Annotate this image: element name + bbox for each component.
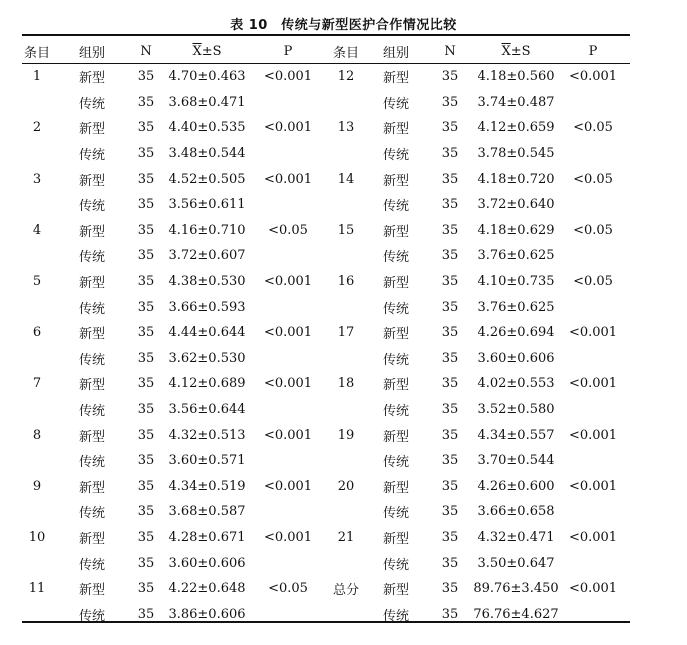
cell-left-p: <0.001 (263, 171, 313, 187)
cell-left-item (22, 192, 52, 218)
cell-right-mean: 4.32±0.471 (477, 529, 555, 545)
cell-right-group: 新型 (382, 327, 409, 343)
cell-left-group: 新型 (78, 71, 105, 87)
cell-right-group: 新型 (382, 276, 409, 292)
table-row (22, 269, 630, 295)
cell-right-item (328, 550, 364, 576)
cell-right-item (328, 397, 364, 423)
cell-right-item: 12 (337, 69, 355, 85)
cell-left-n: 35 (137, 197, 155, 213)
cell-left-n: 35 (137, 248, 155, 264)
cell-right-n: 35 (441, 606, 459, 622)
cell-left-item: 3 (32, 171, 42, 187)
cell-right-item: 21 (337, 529, 355, 545)
cell-left-p (258, 141, 318, 167)
cell-left-p: <0.05 (268, 222, 308, 238)
cell-left-p (258, 192, 318, 218)
cell-right-item: 18 (337, 376, 355, 392)
cell-right-p (562, 294, 624, 320)
cell-left-n: 35 (137, 94, 155, 110)
cell-left-n: 35 (137, 504, 155, 520)
cell-left-group: 新型 (78, 429, 105, 445)
cell-left-n: 35 (137, 529, 155, 545)
cell-right-n: 35 (441, 69, 459, 85)
cell-left-group: 新型 (78, 224, 105, 240)
cell-right-group: 传统 (382, 608, 409, 624)
cell-left-n: 35 (137, 453, 155, 469)
cell-left-p (258, 397, 318, 423)
cell-right-group: 新型 (382, 531, 409, 547)
table-row (22, 243, 630, 269)
header-mean-right: $\overline{X}$ ±S (501, 43, 531, 59)
cell-left-n: 35 (137, 606, 155, 622)
table-row (22, 448, 630, 474)
cell-right-n: 35 (441, 197, 459, 213)
bottom-rule (22, 621, 630, 623)
cell-right-item (328, 243, 364, 269)
cell-right-mean: 4.02±0.553 (477, 376, 555, 392)
cell-left-p (258, 90, 318, 116)
cell-left-group: 传统 (78, 199, 105, 215)
cell-right-group: 传统 (382, 455, 409, 471)
cell-right-mean: 4.26±0.694 (477, 325, 555, 341)
cell-right-group: 传统 (382, 557, 409, 573)
cell-left-mean: 4.28±0.671 (168, 529, 246, 545)
cell-left-mean: 3.62±0.530 (168, 350, 246, 366)
cell-left-p (258, 346, 318, 372)
cell-left-group: 新型 (78, 531, 105, 547)
cell-left-item (22, 499, 52, 525)
cell-right-mean: 89.76±3.450 (473, 581, 559, 597)
cell-left-group: 传统 (78, 608, 105, 624)
cell-left-mean: 3.56±0.644 (168, 402, 246, 418)
cell-right-n: 35 (441, 427, 459, 443)
cell-right-p (562, 346, 624, 372)
cell-right-n: 35 (441, 94, 459, 110)
cell-left-mean: 4.70±0.463 (168, 69, 246, 85)
cell-left-n: 35 (137, 171, 155, 187)
cell-right-p (562, 499, 624, 525)
cell-right-p (562, 90, 624, 116)
cell-right-n: 35 (441, 350, 459, 366)
cell-right-mean: 4.26±0.600 (477, 478, 555, 494)
header-item-right: 条目 (332, 45, 359, 61)
cell-right-n: 35 (441, 478, 459, 494)
header-p-right: P (588, 43, 598, 59)
header-group-right: 组别 (382, 45, 409, 61)
cell-left-n: 35 (137, 222, 155, 238)
cell-left-p: <0.001 (263, 529, 313, 545)
cell-left-n: 35 (137, 581, 155, 597)
cell-right-group: 新型 (382, 429, 409, 445)
cell-right-p: <0.05 (573, 171, 613, 187)
cell-left-item: 5 (32, 274, 42, 290)
cell-right-group: 传统 (382, 506, 409, 522)
cell-left-mean: 4.34±0.519 (168, 478, 246, 494)
cell-right-group: 传统 (382, 148, 409, 164)
cell-left-mean: 4.40±0.535 (168, 120, 246, 136)
cell-left-mean: 3.68±0.471 (168, 94, 246, 110)
cell-right-n: 35 (441, 529, 459, 545)
cell-left-group: 传统 (78, 352, 105, 368)
cell-left-mean: 4.44±0.644 (168, 325, 246, 341)
table-row (22, 550, 630, 576)
cell-right-p (562, 397, 624, 423)
cell-left-p: <0.001 (263, 120, 313, 136)
cell-left-group: 新型 (78, 276, 105, 292)
cell-left-group: 传统 (78, 506, 105, 522)
table-row (22, 371, 630, 397)
cell-left-n: 35 (137, 69, 155, 85)
table-row (22, 499, 630, 525)
cell-right-mean: 3.70±0.544 (477, 453, 555, 469)
cell-left-mean: 3.56±0.611 (168, 197, 246, 213)
cell-right-n: 35 (441, 248, 459, 264)
cell-right-group: 传统 (382, 96, 409, 112)
cell-left-item: 2 (32, 120, 42, 136)
cell-right-item (328, 448, 364, 474)
cell-left-p: <0.001 (263, 69, 313, 85)
cell-right-n: 35 (441, 222, 459, 238)
cell-left-item: 10 (28, 529, 46, 545)
table-row (22, 525, 630, 551)
cell-right-p: <0.05 (573, 222, 613, 238)
cell-right-item (328, 346, 364, 372)
header-n-right: N (444, 43, 456, 59)
cell-left-item (22, 294, 52, 320)
cell-right-item: 15 (337, 222, 355, 238)
cell-left-n: 35 (137, 478, 155, 494)
cell-right-p (562, 192, 624, 218)
cell-right-n: 35 (441, 146, 459, 162)
cell-right-item (328, 141, 364, 167)
cell-right-mean: 4.18±0.560 (477, 69, 555, 85)
cell-right-p: <0.05 (573, 274, 613, 290)
cell-left-item (22, 90, 52, 116)
cell-right-group: 传统 (382, 352, 409, 368)
cell-left-p (258, 448, 318, 474)
table-row (22, 115, 630, 141)
cell-left-item: 6 (32, 325, 42, 341)
cell-left-mean: 3.60±0.606 (168, 555, 246, 571)
cell-left-p: <0.001 (263, 274, 313, 290)
cell-left-p: <0.001 (263, 376, 313, 392)
cell-left-mean: 3.66±0.593 (168, 299, 246, 315)
table-row (22, 346, 630, 372)
cell-left-item: 8 (32, 427, 42, 443)
cell-left-group: 新型 (78, 122, 105, 138)
cell-right-n: 35 (441, 325, 459, 341)
table-row (22, 192, 630, 218)
cell-right-item (328, 601, 364, 627)
cell-left-item: 7 (32, 376, 42, 392)
table-row (22, 218, 630, 244)
cell-right-item: 20 (337, 478, 355, 494)
table-row (22, 64, 630, 90)
cell-right-group: 新型 (382, 378, 409, 394)
table-row (22, 294, 630, 320)
cell-right-p: <0.001 (568, 581, 618, 597)
cell-left-n: 35 (137, 427, 155, 443)
cell-right-item: 17 (337, 325, 355, 341)
cell-right-n: 35 (441, 453, 459, 469)
cell-right-mean: 3.66±0.658 (477, 504, 555, 520)
header-p-left: P (283, 43, 293, 59)
cell-right-p: <0.001 (568, 325, 618, 341)
cell-right-mean: 3.52±0.580 (477, 402, 555, 418)
cell-left-mean: 4.16±0.710 (168, 222, 246, 238)
cell-right-n: 35 (441, 299, 459, 315)
cell-left-n: 35 (137, 555, 155, 571)
cell-left-mean: 3.48±0.544 (168, 146, 246, 162)
cell-left-mean: 4.52±0.505 (168, 171, 246, 187)
cell-right-group: 传统 (382, 250, 409, 266)
cell-right-p (562, 141, 624, 167)
cell-right-group: 传统 (382, 301, 409, 317)
cell-right-n: 35 (441, 555, 459, 571)
cell-right-item: 19 (337, 427, 355, 443)
header-row (22, 38, 630, 64)
cell-right-p (562, 550, 624, 576)
cell-right-mean: 4.12±0.659 (477, 120, 555, 136)
cell-right-mean: 3.74±0.487 (477, 94, 555, 110)
header-item-left: 条目 (23, 45, 50, 61)
table-row (22, 422, 630, 448)
table-row (22, 166, 630, 192)
cell-left-p: <0.05 (268, 581, 308, 597)
cell-right-mean: 3.72±0.640 (477, 197, 555, 213)
cell-left-n: 35 (137, 299, 155, 315)
cell-right-p: <0.05 (573, 120, 613, 136)
cell-left-group: 传统 (78, 96, 105, 112)
cell-right-mean: 3.50±0.647 (477, 555, 555, 571)
cell-left-n: 35 (137, 376, 155, 392)
cell-right-mean: 3.76±0.625 (477, 248, 555, 264)
cell-right-n: 35 (441, 171, 459, 187)
cell-left-mean: 4.32±0.513 (168, 427, 246, 443)
cell-left-p: <0.001 (263, 478, 313, 494)
cell-left-group: 新型 (78, 583, 105, 599)
cell-right-mean: 76.76±4.627 (473, 606, 559, 622)
cell-left-item (22, 550, 52, 576)
table-row (22, 141, 630, 167)
cell-right-p: <0.001 (568, 69, 618, 85)
cell-left-item (22, 141, 52, 167)
cell-right-item (328, 192, 364, 218)
table-row (22, 320, 630, 346)
table-body (22, 64, 630, 627)
cell-right-p (562, 601, 624, 627)
cell-left-p (258, 601, 318, 627)
cell-right-item: 13 (337, 120, 355, 136)
cell-right-mean: 4.18±0.629 (477, 222, 555, 238)
table-row (22, 601, 630, 627)
header-mean-left: $\overline{X}$ ±S (192, 43, 222, 59)
cell-left-mean: 4.38±0.530 (168, 274, 246, 290)
header-group-left: 组别 (78, 45, 105, 61)
cell-left-p: <0.001 (263, 427, 313, 443)
cell-right-group: 传统 (382, 199, 409, 215)
cell-right-n: 35 (441, 402, 459, 418)
cell-left-group: 传统 (78, 301, 105, 317)
table-row (22, 576, 630, 602)
cell-right-n: 35 (441, 274, 459, 290)
cell-left-mean: 3.72±0.607 (168, 248, 246, 264)
cell-left-item (22, 448, 52, 474)
cell-right-group: 新型 (382, 224, 409, 240)
cell-right-p: <0.001 (568, 376, 618, 392)
table-row (22, 397, 630, 423)
cell-left-n: 35 (137, 402, 155, 418)
cell-right-group: 传统 (382, 404, 409, 420)
cell-right-item: 16 (337, 274, 355, 290)
cell-right-item (328, 90, 364, 116)
cell-left-n: 35 (137, 120, 155, 136)
cell-left-group: 传统 (78, 250, 105, 266)
cell-right-n: 35 (441, 376, 459, 392)
cell-left-item: 9 (32, 478, 42, 494)
cell-right-mean: 3.76±0.625 (477, 299, 555, 315)
cell-left-item: 4 (32, 222, 42, 238)
cell-left-item: 11 (28, 581, 46, 597)
cell-right-item (328, 499, 364, 525)
cell-left-group: 传统 (78, 557, 105, 573)
cell-left-mean: 4.22±0.648 (168, 581, 246, 597)
cell-right-group: 新型 (382, 583, 409, 599)
cell-right-group: 新型 (382, 480, 409, 496)
cell-left-item: 1 (32, 69, 42, 85)
table-title: 表 10 传统与新型医护合作情况比较 (230, 18, 457, 33)
cell-left-item (22, 397, 52, 423)
header-n-left: N (140, 43, 152, 59)
cell-right-mean: 4.34±0.557 (477, 427, 555, 443)
cell-right-n: 35 (441, 504, 459, 520)
cell-left-p (258, 550, 318, 576)
cell-left-item (22, 346, 52, 372)
cell-right-p: <0.001 (568, 478, 618, 494)
cell-left-p: <0.001 (263, 325, 313, 341)
cell-left-group: 新型 (78, 480, 105, 496)
cell-left-group: 传统 (78, 455, 105, 471)
cell-left-mean: 4.12±0.689 (168, 376, 246, 392)
cell-left-group: 新型 (78, 327, 105, 343)
comparison-table (22, 38, 630, 627)
cell-left-p (258, 499, 318, 525)
cell-right-p: <0.001 (568, 427, 618, 443)
cell-left-n: 35 (137, 146, 155, 162)
cell-right-group: 新型 (382, 71, 409, 87)
cell-right-item (328, 294, 364, 320)
cell-left-mean: 3.60±0.571 (168, 453, 246, 469)
table-row (22, 474, 630, 500)
cell-left-n: 35 (137, 274, 155, 290)
cell-left-p (258, 294, 318, 320)
cell-right-mean: 3.60±0.606 (477, 350, 555, 366)
cell-left-group: 新型 (78, 173, 105, 189)
cell-left-item (22, 601, 52, 627)
cell-right-n: 35 (441, 581, 459, 597)
cell-left-group: 传统 (78, 404, 105, 420)
cell-left-group: 新型 (78, 378, 105, 394)
table-row (22, 90, 630, 116)
cell-right-item: 14 (337, 171, 355, 187)
cell-right-p (562, 448, 624, 474)
cell-left-mean: 3.86±0.606 (168, 606, 246, 622)
cell-right-mean: 4.10±0.735 (477, 274, 555, 290)
top-rule (22, 34, 630, 36)
cell-left-item (22, 243, 52, 269)
cell-left-n: 35 (137, 325, 155, 341)
cell-right-group: 新型 (382, 173, 409, 189)
cell-right-n: 35 (441, 120, 459, 136)
cell-right-group: 新型 (382, 122, 409, 138)
cell-right-item: 总分 (332, 583, 359, 599)
cell-right-mean: 3.78±0.545 (477, 146, 555, 162)
cell-left-n: 35 (137, 350, 155, 366)
cell-left-group: 传统 (78, 148, 105, 164)
cell-right-p: <0.001 (568, 529, 618, 545)
cell-left-mean: 3.68±0.587 (168, 504, 246, 520)
cell-right-mean: 4.18±0.720 (477, 171, 555, 187)
cell-left-p (258, 243, 318, 269)
cell-right-p (562, 243, 624, 269)
